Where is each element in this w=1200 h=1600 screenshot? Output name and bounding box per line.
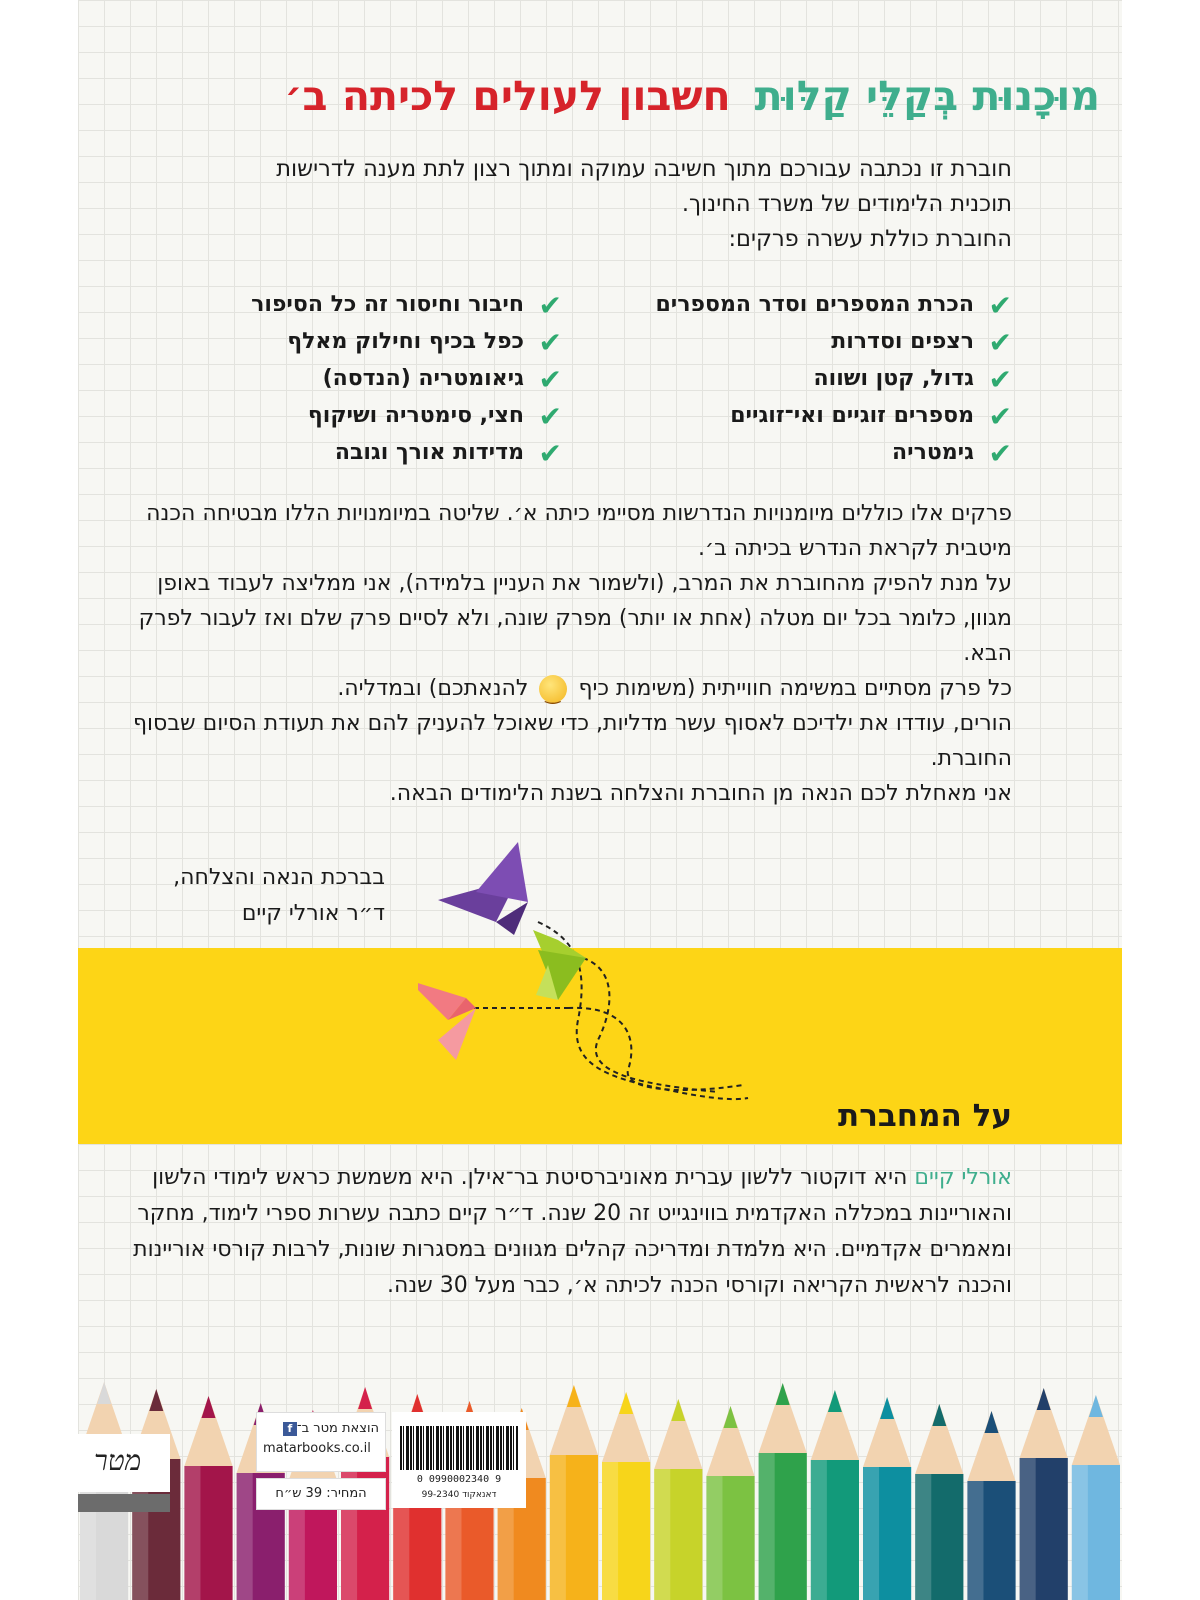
intro-line-3: החוברת כוללת עשרה פרקים:	[728, 226, 1012, 252]
check-icon: ✔	[988, 288, 1012, 322]
author-bio	[132, 1160, 1012, 1304]
cover-title	[100, 66, 1100, 126]
intro-line-1: חוברת זו נכתבה עבורכם מתוך חשיבה עמוקה ומתוך רצון לתת מענה לדרישות	[276, 156, 1012, 182]
paragraph: כל פרק מסתיים במשימה חווייתית (משימות כיף ‿ להנאתכם) ובמדליה.	[132, 671, 1012, 706]
barcode-bars	[400, 1426, 518, 1470]
chapter-list	[132, 286, 1012, 476]
smiley-icon	[539, 675, 567, 703]
chapter-item: ✔גדול, קטן ושווה	[813, 362, 1012, 396]
intro-text	[132, 152, 1012, 257]
check-icon: ✔	[538, 362, 562, 396]
publisher-logo	[78, 1434, 170, 1492]
publisher-website: matarbooks.co.il	[263, 1441, 371, 1456]
chapter-item: ✔חצי, סימטריה ושיקוף	[307, 399, 562, 433]
pencil	[1072, 1395, 1120, 1600]
barcode	[392, 1412, 526, 1508]
paragraph: על מנת להפיק מהחוברת את המרב, (ולשמור את העניין בלמידה), אני ממליצה לעבוד באופן מגוון, כלומר בכל יום מטלה (אחת או יותר) מפרק שונה, ולא לסיים פרק שלם ואז לעבור לפרק הבא.	[138, 571, 1012, 666]
chapter-item: ✔מספרים זוגיים ואי־זוגיים	[730, 399, 1012, 433]
chapter-column-right	[572, 286, 1012, 471]
check-icon: ✔	[538, 436, 562, 470]
publisher-logo-text: מטר	[94, 1444, 142, 1477]
about-author-heading: על המחברת	[838, 1098, 1012, 1134]
signature-greeting: בברכת הנאה והצלחה,	[173, 865, 385, 890]
chapter-item: ✔חיבור וחיסור זה כל הסיפור	[251, 288, 562, 322]
chapter-item: ✔גימטריה	[891, 436, 1012, 470]
pencil	[863, 1397, 911, 1600]
chapter-item: ✔רצפים וסדרות	[831, 325, 1012, 359]
check-icon: ✔	[538, 399, 562, 433]
check-icon: ✔	[538, 288, 562, 322]
description-text	[132, 496, 1012, 811]
chapter-item: ✔מדידות אורך וגובה	[334, 436, 562, 470]
author-bio-text: היא דוקטור ללשון עברית מאוניברסיטת בר־אילן. היא משמשת כראש לימודי הלשון והאוריינות במכללה האקדמית בווינגייט זה 20 שנה. ד״ר קיים כתבה עשרות ספרי לימוד, מחקר ומאמרים אקדמיים. היא מלמדת ומדריכה קהלים מגוונים במסגרות שונות, לרבות קורסי אוריינות והכנה לראשית הקריאה וקורסי הכנה לכיתה א׳, כבר מעל 30 שנה.	[133, 1165, 1012, 1298]
barcode-number: 0 0990002340 9	[416, 1474, 502, 1485]
logo-divider	[78, 1494, 170, 1512]
catalog-number: דאנאקוד 99-2340	[421, 1490, 497, 1500]
paragraph: פרקים אלו כוללים מיומנויות הנדרשות מסיימי כיתה א׳. שליטה במיומנויות הללו מבטיחה הכנה מיטבית לקראת הנדרש בכיתה ב׳.	[146, 501, 1012, 561]
check-icon: ✔	[538, 325, 562, 359]
check-icon: ✔	[988, 362, 1012, 396]
facebook-icon: f	[283, 1422, 297, 1436]
pencil	[1020, 1388, 1068, 1600]
paper-butterflies-illustration	[418, 830, 798, 1130]
check-icon: ✔	[988, 325, 1012, 359]
book-back-cover	[78, 0, 1122, 1600]
pencil	[602, 1392, 650, 1600]
publisher-info	[256, 1412, 386, 1472]
pencil	[759, 1383, 807, 1600]
publisher-name: הוצאת מטר ב־	[296, 1421, 379, 1436]
check-icon: ✔	[988, 436, 1012, 470]
intro-line-2: תוכנית הלימודים של משרד החינוך.	[681, 191, 1012, 217]
chapter-item: ✔הכרת המספרים וסדר המספרים	[655, 288, 1012, 322]
pencil	[654, 1399, 702, 1600]
check-icon: ✔	[988, 399, 1012, 433]
chapter-column-left	[122, 286, 562, 471]
signature	[125, 860, 385, 932]
chapter-item: ✔כפל בכיף וחילוק מאלף	[287, 325, 562, 359]
signature-name: ד״ר אורלי קיים	[241, 901, 385, 926]
title-series: מוּכָנוּת בְּקַלֵּי קַלּוּת	[754, 72, 1100, 120]
title-main: חשבון לעולים לכיתה ב׳	[284, 72, 731, 120]
pencil	[706, 1406, 754, 1600]
pencil	[811, 1390, 859, 1600]
price-label: המחיר: 39 ש״ח	[256, 1478, 386, 1510]
pencil	[967, 1411, 1015, 1600]
pencil	[550, 1385, 598, 1600]
colored-pencils-illustration	[78, 1372, 1122, 1600]
author-name: אורלי קיים	[914, 1165, 1012, 1190]
pencil	[184, 1396, 232, 1600]
chapter-item: ✔גיאומטריה (הנדסה)	[322, 362, 562, 396]
paragraph: אני מאחלת לכם הנאה מן החוברת והצלחה בשנת הלימודים הבאה.	[389, 781, 1012, 806]
pencil	[915, 1404, 963, 1600]
paragraph: הורים, עודדו את ילדיכם לאסוף עשר מדליות, כדי שאוכל להעניק להם את תעודת הסיום שבסוף החוברת.	[132, 711, 1012, 771]
